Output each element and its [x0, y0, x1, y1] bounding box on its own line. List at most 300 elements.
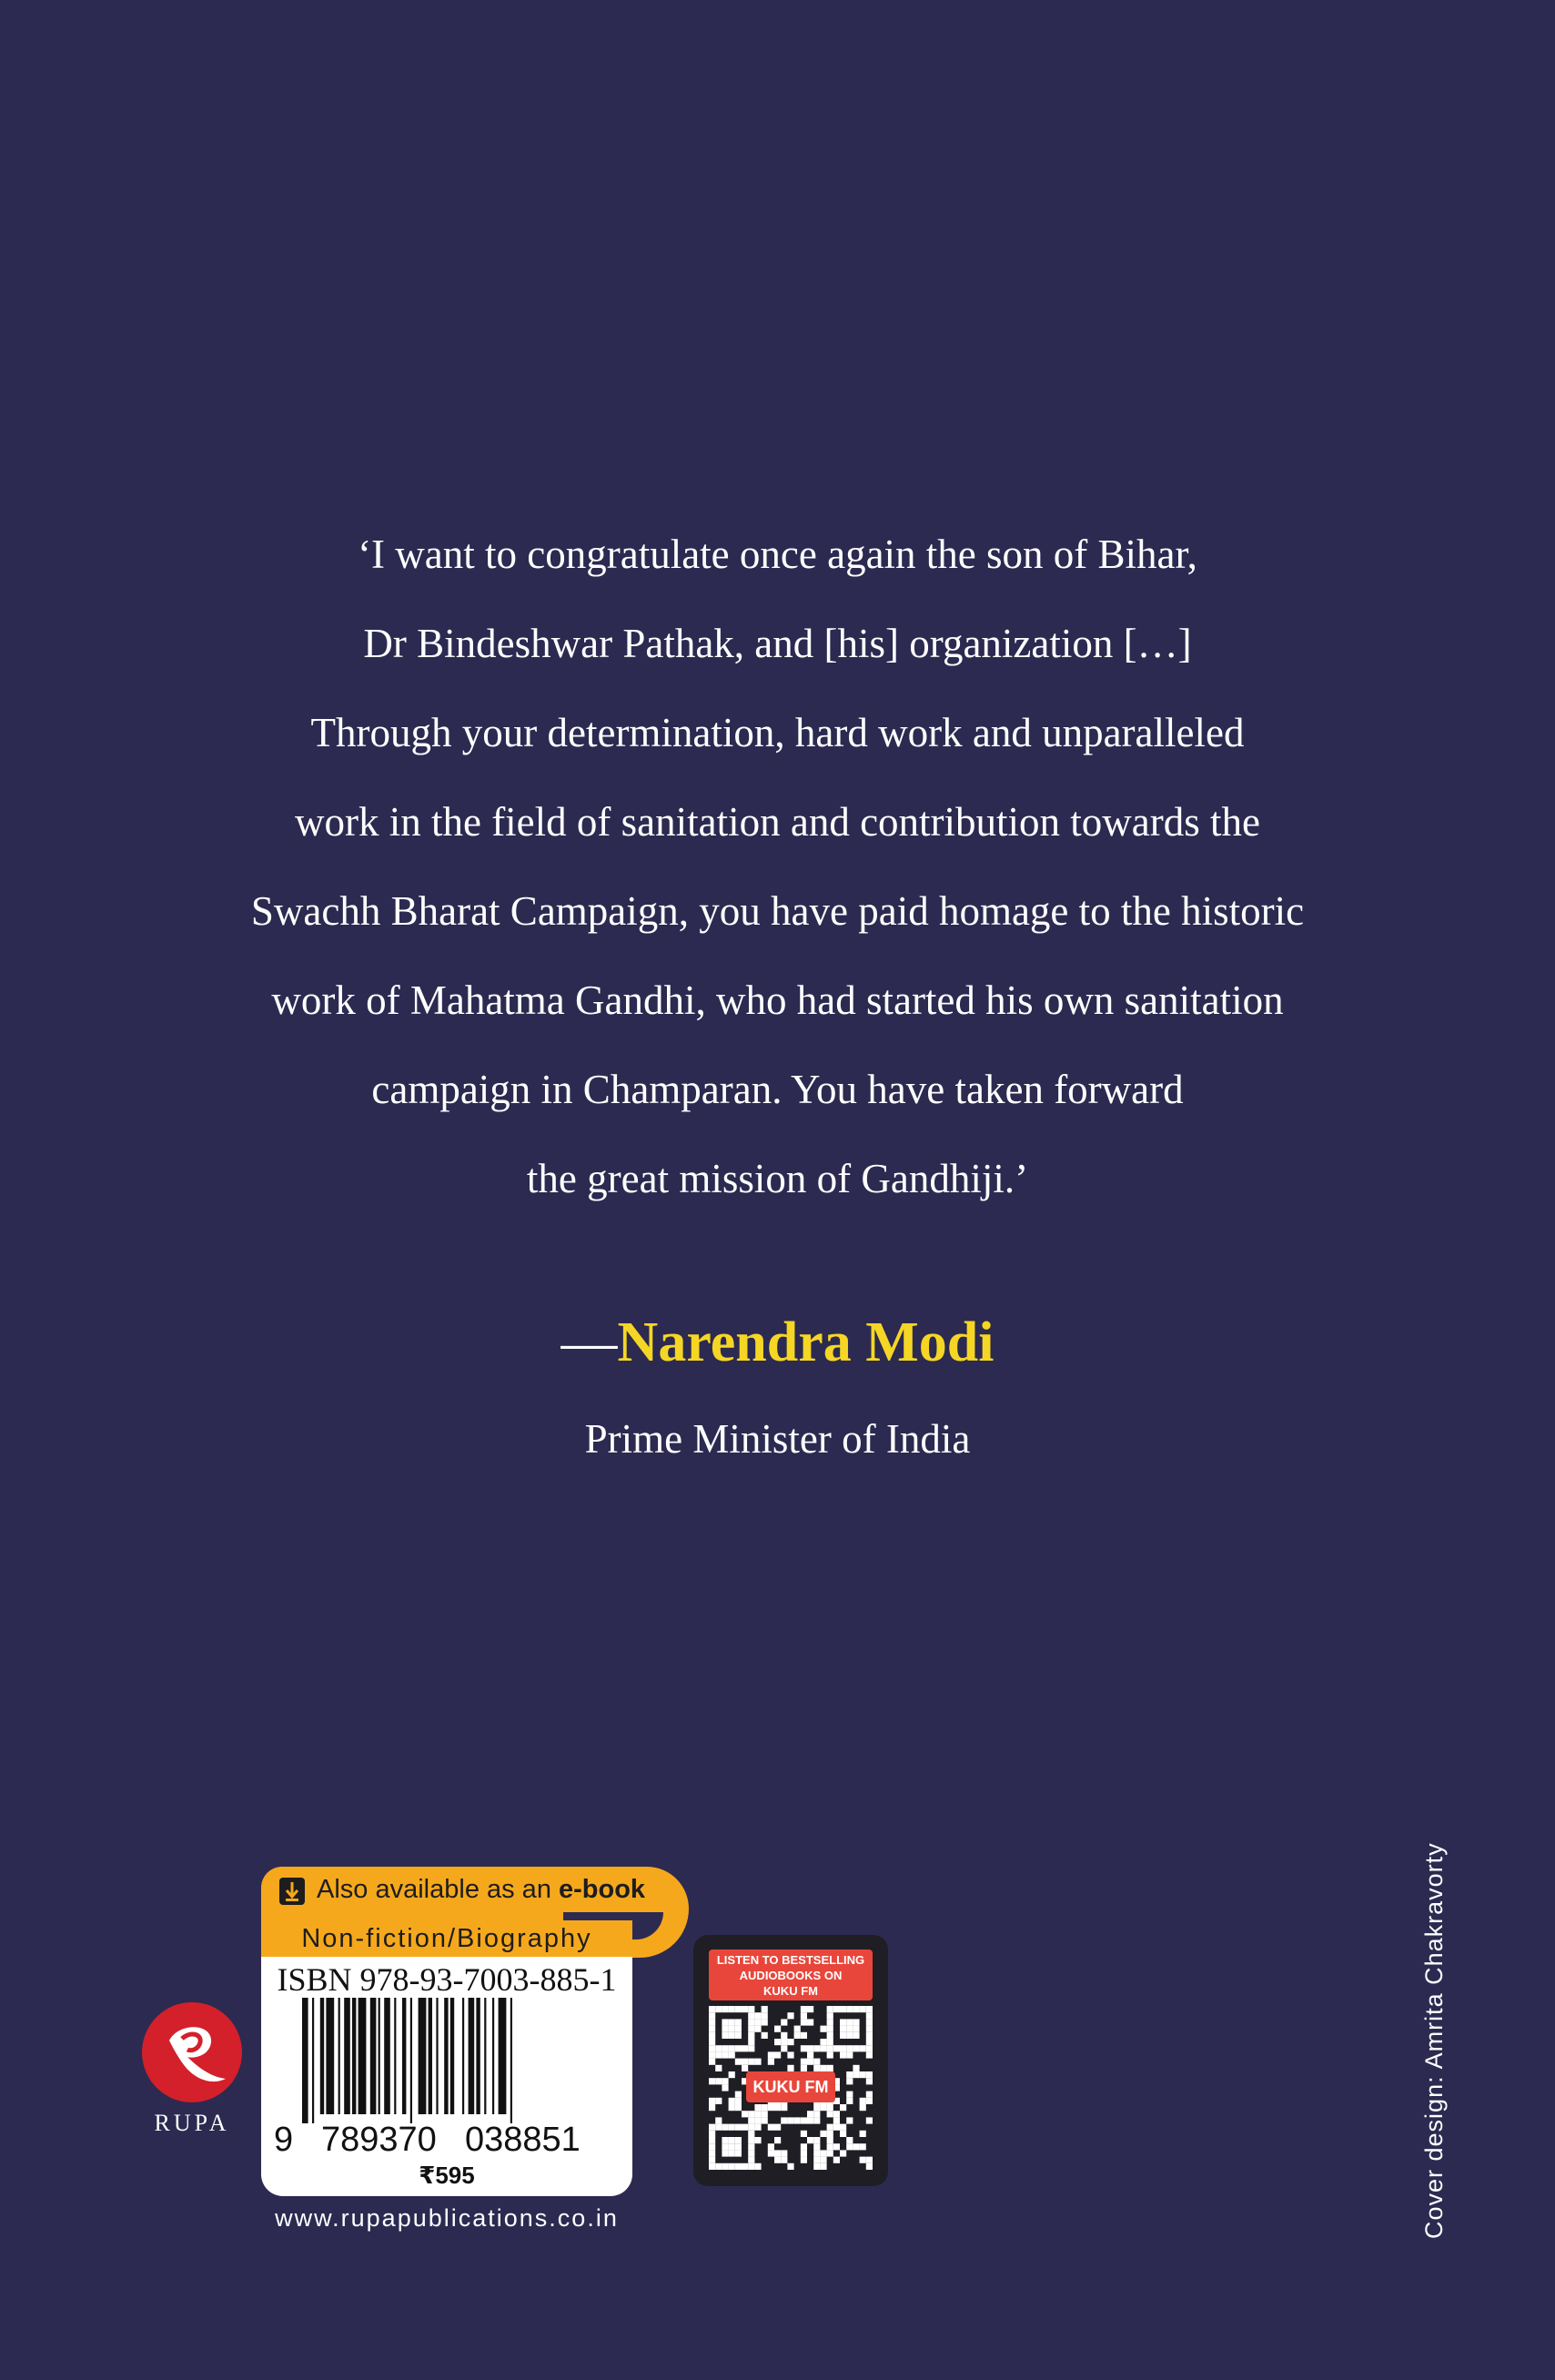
qr-module — [709, 2019, 715, 2025]
qr-module — [715, 2051, 722, 2058]
qr-module — [846, 2117, 853, 2123]
qr-module — [813, 2111, 820, 2117]
quote-line: work of Mahatma Gandhi, who had started his own sanitation — [271, 977, 1284, 1023]
qr-module — [807, 2051, 813, 2058]
barcode-bar — [302, 1998, 308, 2123]
qr-module — [768, 2104, 774, 2111]
barcode-bar — [344, 1998, 350, 2114]
qr-module — [762, 2019, 768, 2025]
qr-module — [729, 2104, 735, 2111]
qr-module — [748, 2157, 754, 2163]
qr-module — [735, 2032, 742, 2039]
qr-module — [866, 2045, 873, 2051]
ebook-label-bold: e-book — [559, 1875, 646, 1904]
qr-module — [807, 2045, 813, 2051]
qr-module — [768, 2124, 774, 2131]
qr-module — [735, 2143, 742, 2150]
qr-module — [833, 2143, 840, 2150]
qr-module — [715, 2045, 722, 2051]
qr-module — [827, 2131, 833, 2137]
qr-module — [801, 2059, 807, 2065]
qr-module — [762, 2006, 768, 2012]
qr-module — [846, 2026, 853, 2032]
qr-module — [729, 2150, 735, 2156]
qr-module — [748, 2111, 754, 2117]
barcode-bar — [384, 1998, 390, 2114]
qr-module — [735, 2098, 742, 2104]
qr-module — [794, 2117, 801, 2123]
qr-module — [781, 2032, 787, 2039]
qr-module — [774, 2104, 781, 2111]
quote-line: ‘I want to congratulate once again the son of Bihar, — [358, 532, 1197, 577]
qr-module — [748, 2163, 754, 2170]
qr-module — [735, 2137, 742, 2143]
qr-module — [866, 2098, 873, 2104]
qr-module — [722, 2163, 728, 2170]
qr-module — [866, 2071, 873, 2078]
qr-module — [866, 2078, 873, 2084]
attribution-name: Narendra Modi — [617, 1312, 995, 1373]
qr-module — [715, 2117, 722, 2123]
qr-module — [722, 2006, 728, 2012]
barcode-digits-left: 789370 — [321, 2121, 437, 2159]
qr-module — [781, 2117, 787, 2123]
qr-module — [781, 2039, 787, 2045]
qr-module — [827, 2124, 833, 2131]
qr-module — [722, 2026, 728, 2032]
barcode-bar — [476, 1998, 480, 2114]
qr-module — [827, 2019, 833, 2025]
qr-module — [715, 2006, 722, 2012]
qr-module — [827, 2045, 833, 2051]
qr-module — [827, 2032, 833, 2039]
barcode-bar — [469, 1998, 475, 2114]
qr-module — [846, 2006, 853, 2012]
barcode-bar — [484, 1998, 486, 2114]
qr-module — [787, 2163, 793, 2170]
barcode-bar — [444, 1998, 448, 2114]
qr-module — [801, 2012, 807, 2019]
barcode-bar — [370, 1998, 377, 2114]
qr-module — [801, 2006, 807, 2012]
qr-module — [840, 2124, 846, 2131]
qr-module — [748, 2019, 754, 2025]
qr-module — [833, 2006, 840, 2012]
qr-module — [709, 2006, 715, 2012]
qr-module — [866, 2019, 873, 2025]
qr-module — [794, 2032, 801, 2039]
quote-line: work in the field of sanitation and contribution towards the — [294, 799, 1260, 845]
qr-module — [748, 2117, 754, 2123]
barcode-bar — [394, 1998, 396, 2114]
qr-module — [866, 2157, 873, 2163]
qr-module — [827, 2111, 833, 2117]
qr-module — [853, 2006, 859, 2012]
qr-module — [820, 2163, 826, 2170]
qr-module — [827, 2104, 833, 2111]
qr-module — [813, 2117, 820, 2123]
kuku-fm-banner-line: LISTEN TO BESTSELLING — [716, 1953, 865, 1967]
qr-module — [715, 2163, 722, 2170]
qr-module — [807, 2111, 813, 2117]
qr-module — [827, 2039, 833, 2045]
barcode-bar — [450, 1998, 454, 2114]
qr-module — [787, 2039, 793, 2045]
qr-module — [866, 2026, 873, 2032]
quote-block — [0, 510, 1555, 1223]
barcode-bar — [358, 1998, 367, 2114]
qr-module — [860, 2071, 866, 2078]
qr-module — [742, 2124, 748, 2131]
qr-module — [742, 2065, 748, 2071]
qr-module — [787, 2012, 793, 2019]
category-label: Non-fiction/Biography — [261, 1920, 632, 1957]
qr-module — [833, 2157, 840, 2163]
qr-module — [729, 2019, 735, 2025]
qr-module — [729, 2071, 735, 2078]
qr-module — [729, 2143, 735, 2150]
kuku-fm-qr-card[interactable] — [693, 1935, 888, 2186]
qr-module — [729, 2163, 735, 2170]
barcode-bar — [326, 1998, 334, 2114]
qr-module — [748, 2006, 754, 2012]
qr-module — [820, 2045, 826, 2051]
isbn-text: ISBN 978-93-7003-885-1 — [277, 1961, 617, 1998]
barcode-bar — [379, 1998, 380, 2114]
qr-module — [748, 2059, 754, 2065]
qr-module — [866, 2117, 873, 2123]
rupa-logo-text: RUPA — [154, 2110, 230, 2136]
ebook-label-prefix: Also available as an — [317, 1875, 559, 1904]
qr-module — [813, 2137, 820, 2143]
qr-module — [840, 2150, 846, 2156]
qr-module — [729, 2032, 735, 2039]
qr-module — [820, 2157, 826, 2163]
barcode-bar — [499, 1998, 507, 2114]
qr-module — [722, 2078, 728, 2084]
qr-module — [787, 2051, 793, 2058]
rupa-logo — [142, 2002, 242, 2102]
qr-module — [742, 2045, 748, 2051]
quote-line: the great mission of Gandhiji.’ — [526, 1156, 1029, 1201]
qr-module — [742, 2111, 748, 2117]
qr-module — [754, 2104, 761, 2111]
qr-module — [833, 2117, 840, 2123]
qr-module — [860, 2143, 866, 2150]
qr-module — [801, 2131, 807, 2137]
qr-module — [709, 2143, 715, 2150]
barcode-bar — [338, 1998, 340, 2114]
qr-module — [860, 2104, 866, 2111]
qr-module — [715, 2065, 722, 2071]
qr-module — [722, 2032, 728, 2039]
barcode-card — [261, 1957, 632, 2196]
qr-module — [807, 2117, 813, 2123]
qr-module — [774, 2137, 781, 2143]
qr-module — [801, 2117, 807, 2123]
qr-module — [813, 2059, 820, 2065]
qr-module — [709, 2150, 715, 2156]
publisher-website[interactable]: www.rupapublications.co.in — [275, 2204, 619, 2232]
qr-module — [820, 2039, 826, 2045]
qr-module — [866, 2039, 873, 2045]
qr-module — [846, 2051, 853, 2058]
qr-module — [709, 2157, 715, 2163]
qr-module — [840, 2104, 846, 2111]
qr-module — [729, 2051, 735, 2058]
qr-module — [709, 2104, 715, 2111]
price-label: ₹595 — [419, 2162, 475, 2189]
qr-module — [768, 2143, 774, 2150]
qr-module — [715, 2078, 722, 2084]
qr-module — [840, 2032, 846, 2039]
qr-module — [787, 2117, 793, 2123]
qr-module — [781, 2045, 787, 2051]
kuku-fm-banner — [709, 1950, 873, 2000]
qr-module — [853, 2019, 859, 2025]
qr-module — [735, 2045, 742, 2051]
qr-module — [735, 2104, 742, 2111]
qr-module — [754, 2026, 761, 2032]
qr-module — [846, 2071, 853, 2078]
attribution-dash: — — [560, 1312, 618, 1373]
qr-module — [813, 2065, 820, 2071]
qr-module — [729, 2137, 735, 2143]
qr-module — [735, 2026, 742, 2032]
qr-module — [762, 2117, 768, 2123]
qr-module — [709, 2039, 715, 2045]
barcode-bar — [436, 1998, 438, 2114]
attribution-role: Prime Minister of India — [584, 1416, 971, 1462]
qr-module — [840, 2006, 846, 2012]
qr-module — [866, 2006, 873, 2012]
kuku-fm-banner-line: AUDIOBOOKS ON — [739, 1969, 843, 1982]
qr-module — [735, 2124, 742, 2131]
qr-module — [787, 2065, 793, 2071]
quote-line: Through your determination, hard work and unparalleled — [310, 710, 1245, 755]
qr-module — [781, 2150, 787, 2156]
qr-module — [748, 2131, 754, 2137]
barcode-bar — [510, 1998, 512, 2123]
qr-module — [866, 2012, 873, 2019]
barcode-digits-right: 038851 — [465, 2121, 581, 2159]
qr-module — [840, 2019, 846, 2025]
qr-module — [774, 2157, 781, 2163]
qr-module — [735, 2059, 742, 2065]
barcode-bar — [462, 1998, 464, 2114]
qr-module — [709, 2078, 715, 2084]
qr-module — [833, 2111, 840, 2117]
qr-module — [748, 2032, 754, 2039]
kuku-fm-banner-line: KUKU FM — [763, 1984, 818, 1998]
qr-module — [748, 2039, 754, 2045]
qr-module — [846, 2143, 853, 2150]
barcode-bar — [312, 1998, 314, 2123]
qr-module — [807, 2006, 813, 2012]
qr-module — [742, 2163, 748, 2170]
qr-module — [833, 2045, 840, 2051]
qr-module — [820, 2026, 826, 2032]
qr-module — [801, 2065, 807, 2071]
qr-module — [866, 2163, 873, 2170]
qr-module — [722, 2045, 728, 2051]
qr-module — [722, 2124, 728, 2131]
qr-module — [813, 2045, 820, 2051]
barcode-bars — [302, 1998, 593, 2123]
qr-module — [840, 2131, 846, 2137]
qr-module — [735, 2006, 742, 2012]
qr-module — [722, 2019, 728, 2025]
qr-module — [846, 2137, 853, 2143]
qr-module — [827, 2026, 833, 2032]
qr-module — [781, 2157, 787, 2163]
barcode-bar — [419, 1998, 427, 2114]
qr-module — [827, 2051, 833, 2058]
qr-module — [846, 2032, 853, 2039]
qr-module — [801, 2150, 807, 2156]
qr-module — [709, 2137, 715, 2143]
qr-module — [853, 2026, 859, 2032]
qr-module — [754, 2059, 761, 2065]
rupa-logo-mark — [142, 2002, 242, 2102]
barcode-bar — [410, 1998, 412, 2123]
qr-module — [709, 2131, 715, 2137]
qr-module — [853, 2071, 859, 2078]
qr-module — [860, 2098, 866, 2104]
qr-module — [866, 2091, 873, 2098]
qr-module — [813, 2104, 820, 2111]
qr-module — [722, 2084, 728, 2091]
qr-module — [801, 2143, 807, 2150]
qr-module — [768, 2059, 774, 2065]
qr-module — [754, 2163, 761, 2170]
qr-module — [709, 2124, 715, 2131]
qr-module — [748, 2150, 754, 2156]
qr-module — [754, 2117, 761, 2123]
qr-module — [729, 2124, 735, 2131]
qr-module — [754, 2137, 761, 2143]
cover-design-credit: Cover design: Amrita Chakravorty — [1420, 1842, 1448, 2239]
download-icon — [278, 1876, 307, 1907]
qr-module — [709, 2026, 715, 2032]
quote-attribution — [0, 1311, 1555, 1375]
qr-module — [781, 2019, 787, 2025]
qr-module — [827, 2150, 833, 2156]
qr-module — [820, 2104, 826, 2111]
qr-module — [846, 2045, 853, 2051]
qr-module — [827, 2006, 833, 2012]
qr-module — [709, 2098, 715, 2104]
qr-module — [813, 2157, 820, 2163]
qr-module — [748, 2045, 754, 2051]
qr-module — [742, 2059, 748, 2065]
qr-module — [722, 2143, 728, 2150]
qr-module — [827, 2137, 833, 2143]
qr-module — [774, 2051, 781, 2058]
qr-module — [768, 2150, 774, 2156]
quote-line: Dr Bindeshwar Pathak, and [his] organization […] — [363, 621, 1192, 666]
qr-module — [860, 2157, 866, 2163]
qr-module — [833, 2124, 840, 2131]
qr-module — [748, 2124, 754, 2131]
qr-module — [840, 2026, 846, 2032]
qr-module — [827, 2012, 833, 2019]
qr-module — [774, 2026, 781, 2032]
ebook-label — [317, 1875, 645, 1905]
qr-module — [709, 2045, 715, 2051]
qr-module — [853, 2045, 859, 2051]
barcode-bar — [402, 1998, 406, 2114]
qr-module — [729, 2045, 735, 2051]
qr-module — [748, 2143, 754, 2150]
qr-module — [820, 2150, 826, 2156]
qr-module — [801, 2032, 807, 2039]
qr-module — [846, 2078, 853, 2084]
qr-module — [729, 2006, 735, 2012]
qr-module — [846, 2091, 853, 2098]
qr-module — [807, 2019, 813, 2025]
qr-module — [715, 2098, 722, 2104]
barcode-bar — [492, 1998, 494, 2114]
qr-module — [813, 2150, 820, 2156]
qr-module — [709, 2051, 715, 2058]
qr-module — [860, 2006, 866, 2012]
qr-module — [722, 2150, 728, 2156]
qr-module — [860, 2131, 866, 2137]
qr-module — [807, 2059, 813, 2065]
qr-module — [742, 2006, 748, 2012]
qr-module — [748, 2137, 754, 2143]
qr-module — [735, 2163, 742, 2170]
qr-module — [735, 2091, 742, 2098]
qr-module — [768, 2051, 774, 2058]
qr-module — [754, 2124, 761, 2131]
qr-module — [794, 2026, 801, 2032]
qr-module — [748, 2026, 754, 2032]
kuku-fm-logo: KUKU FM — [746, 2071, 835, 2102]
qr-module — [853, 2065, 859, 2071]
quote-line: campaign in Champaran. You have taken forward — [371, 1067, 1184, 1112]
qr-module — [813, 2163, 820, 2170]
barcode-bar — [352, 1998, 356, 2114]
qr-module — [722, 2051, 728, 2058]
qr-module — [729, 2026, 735, 2032]
qr-module — [846, 2019, 853, 2025]
qr-module — [762, 2032, 768, 2039]
qr-module — [754, 2019, 761, 2025]
barcode-digit-lead: 9 — [274, 2121, 294, 2159]
qr-module — [840, 2051, 846, 2058]
qr-module — [709, 2012, 715, 2019]
qr-module — [774, 2039, 781, 2045]
qr-module — [820, 2065, 826, 2071]
qr-module — [827, 2143, 833, 2150]
qr-module — [853, 2032, 859, 2039]
qr-module — [709, 2059, 715, 2065]
qr-module — [762, 2104, 768, 2111]
qr-module — [840, 2045, 846, 2051]
qr-module — [754, 2012, 761, 2019]
qr-module — [801, 2045, 807, 2051]
qr-module — [735, 2150, 742, 2156]
qr-module — [781, 2104, 787, 2111]
qr-module — [754, 2111, 761, 2117]
qr-module — [866, 2051, 873, 2058]
barcode-bar — [320, 1998, 324, 2114]
qr-module — [827, 2065, 833, 2071]
qr-module — [853, 2143, 859, 2150]
qr-module — [860, 2045, 866, 2051]
